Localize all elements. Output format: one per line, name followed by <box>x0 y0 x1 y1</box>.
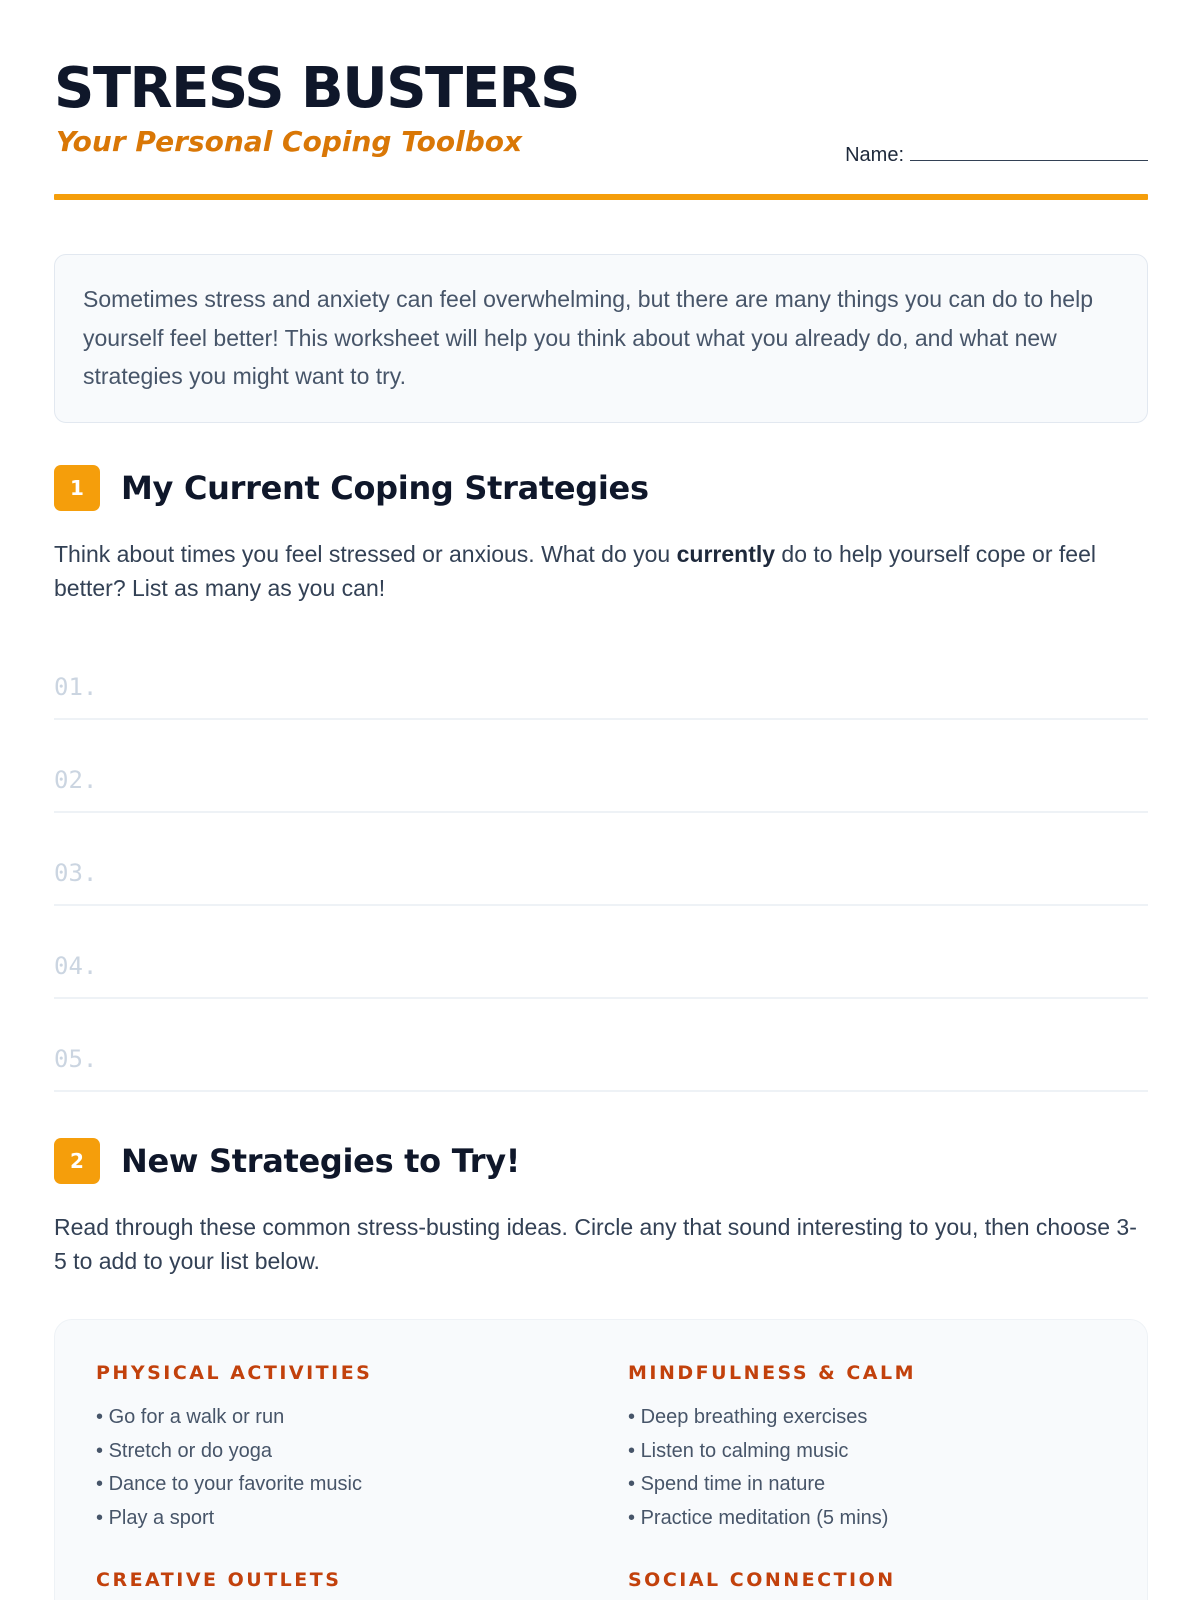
section-1-header <box>54 465 649 511</box>
strategy-line[interactable] <box>54 720 1148 813</box>
idea-item: • Stretch or do yoga <box>96 1435 372 1469</box>
category-social-connection <box>628 1568 896 1592</box>
page-title: STRESS BUSTERS <box>54 56 579 121</box>
name-label: Name: <box>845 144 904 166</box>
idea-item: • Go for a walk or run <box>96 1401 372 1435</box>
line-number: 05. <box>54 1045 98 1073</box>
ideas-box <box>54 1319 1148 1600</box>
category-title: PHYSICAL ACTIVITIES <box>96 1362 373 1384</box>
prompt-text-end: do to help yourself cope or feel better? List as many as you can! <box>54 541 1096 601</box>
idea-item: • Spend time in nature <box>628 1468 916 1502</box>
category-title: MINDFULNESS & CALM <box>628 1362 917 1384</box>
prompt-text-start: Think about times you feel stressed or anxious. What do you <box>54 541 677 567</box>
prompt-emphasis: currently <box>676 541 776 567</box>
section-2-prompt: Read through these common stress-busting ideas. Circle any that sound interesting to you, then choose 3-5 to add to your list below. <box>54 1214 1137 1274</box>
section-1-prompt <box>54 537 1148 605</box>
section-1-title: My Current Coping Strategies <box>121 469 649 507</box>
idea-item: • Play a sport <box>96 1502 372 1536</box>
name-blank-line <box>910 141 1148 161</box>
line-number: 04. <box>54 952 98 980</box>
section-2-header <box>54 1138 520 1184</box>
strategy-line[interactable] <box>54 813 1148 906</box>
intro-text: Sometimes stress and anxiety can feel overwhelming, but there are many things you can do to help yourself feel better! This worksheet will help you think about what you already do, and what new strategies you might want to try. <box>83 286 1093 389</box>
section-1-badge: 1 <box>54 465 100 511</box>
strategy-line[interactable] <box>54 906 1148 999</box>
section-2-badge: 2 <box>54 1138 100 1184</box>
header-divider <box>54 194 1148 200</box>
category-title: SOCIAL CONNECTION <box>628 1569 896 1591</box>
section-2-title: New Strategies to Try! <box>121 1142 521 1180</box>
category-title: CREATIVE OUTLETS <box>96 1569 342 1591</box>
strategy-line[interactable] <box>54 999 1148 1092</box>
line-number: 01. <box>54 673 98 701</box>
intro-box <box>54 254 1148 423</box>
idea-item: • Listen to calming music <box>628 1435 916 1469</box>
category-mindfulness-calm <box>628 1361 916 1535</box>
idea-item: • Deep breathing exercises <box>628 1401 916 1435</box>
category-list <box>96 1401 372 1535</box>
page-subtitle: Your Personal Coping Toolbox <box>56 125 523 158</box>
strategy-lines <box>54 627 1148 1092</box>
line-number: 02. <box>54 766 98 794</box>
name-field <box>845 141 1148 167</box>
category-creative-outlets <box>96 1568 341 1592</box>
line-number: 03. <box>54 859 98 887</box>
idea-item: • Practice meditation (5 mins) <box>628 1502 916 1536</box>
category-list <box>628 1401 916 1535</box>
category-physical-activities <box>96 1361 372 1535</box>
strategy-line[interactable] <box>54 627 1148 720</box>
idea-item: • Dance to your favorite music <box>96 1468 372 1502</box>
